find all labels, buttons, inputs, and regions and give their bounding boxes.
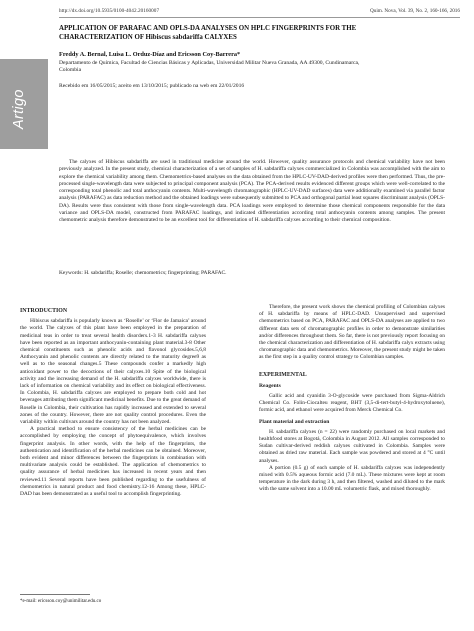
right-column [259, 304, 445, 494]
corresponding-email-footnote[interactable]: *e-mail: ericsson.coy@unimilitar.edu.co [20, 599, 102, 604]
affiliation-line-1: Departamento de Química, Facultad de Ciencias Básicas y Aplicadas, Universidad Militar Nueva Granada, AA 49300, Cundinamarca, [59, 60, 360, 66]
affiliation [59, 60, 449, 75]
affiliation-line-2: Colombia [59, 67, 82, 74]
left-column [20, 304, 206, 498]
article-type-label: Artigo [11, 89, 27, 129]
article-title-line-2: CHARACTERIZATION OF Hibiscus sabdariffa CALYXES [59, 34, 237, 41]
author-list: Freddy A. Bernal, Luisa L. Orduz-Díaz and Ericsson Coy-Barrera* [59, 51, 241, 58]
abstract [59, 159, 445, 224]
header-divider [59, 17, 460, 18]
journal-citation: Quim. Nova, Vol. 39, No. 2, 160-166, 2016 [369, 8, 460, 14]
abstract-text: The calyxes of Hibiscus sabdariffa are used in traditional medicine around the world. However, quality assurance protocols and chemical variability have not been previously analyzed. In the present study, chemical characterization of a set of samples of H. sabdariffa calyxes commercialized in Colombia was accomplished with the aim to explore the chemical variability among them. Chemometrics-based analyses on the data obtained from the HPLC-UV-DAD-derived profiles were then performed. Thus, the pre-processed single-wavelength data were subjected to principal component analysis (PCA). The PCA-derived results evidenced different groups which were well-correlated to the corresponding total phenolic and total anthocyanin contents. Multi-wavelength chromatographic (HPLC-UV-DAD surfaces) data were additionally examined via parallel factor analysis (PARAFAC) as data reduction method and the obtained loadings were subsequently submitted to PCA and orthogonal partial least squares discriminant analysis (OPLS-DA). Results were thus consistent with those from single-wavelength data. PCA loadings were employed to determine those chemical components responsible for the data variance and OPLS-DA model, constructed from PARAFAC loadings, and indicated differentiation according total anthocyanin contents among samples. The present chemometric analysis therefore demonstrated to be an excellent tool for differentiation of H. sabdariffa calyxes according to their chemical composition. [59, 159, 445, 223]
received-dates: Recebido em 16/05/2015; aceito em 13/10/2015; publicado na web em 22/01/2016 [59, 83, 245, 89]
keywords-text: H. sabdariffa; Roselle; chemometrics; fingerprinting; PARAFAC. [84, 270, 227, 276]
keywords-label: Keywords: [59, 270, 83, 276]
plant-material-paragraph-2: A portion (0.5 g) of each sample of H. sabdariffa calyxes was independently mixed with 0.5% aqueous formic acid (7.0 mL). These mixtures were kept at room temperature in the dark during 3 h, and then filtered, washed and diluted to the mark with the same solvent into a 10.00 mL volumetric flask, and mixed thoroughly. [259, 464, 445, 493]
keywords [59, 270, 227, 276]
introduction-heading: INTRODUCTION [20, 308, 68, 314]
introduction-paragraph-2: A practical method to ensure consistency of the herbal medicines can be accomplished by employing the concept of phytoequivalence, which involves fingerprint analysis. In other words, with the help of the fingerprints, the authentication and identification of the herbal medicines can be obtained. Moreover, both evident and minor differences between the fingerprints in combination with multivariate analysis could be established. The application of chemometrics to quality assurance of herbal medicines has increased in recent years and then reviewed.11 Several reports have been published regarding to the usefulness of chemometrics in natural product and food chemistry.12-16 Among these, HPLC-DAD has been demonstrated as a useful tool to accomplish fingerprinting. [20, 426, 206, 498]
reagents-paragraph: Gallic acid and cyanidin 3-O-glycoside were purchased from Sigma-Aldrich Chemical Co. Folin-Ciocalteu reagent, BHT (3,5-di-tert-butyl-4-hydroxytoluene), formic acid, and ethanol were acquired from Merck Chemical Co. [259, 393, 445, 414]
experimental-heading: EXPERIMENTAL [259, 371, 307, 378]
plant-material-heading: Plant material and extraction [259, 418, 330, 425]
reagents-heading: Reagents [259, 382, 281, 389]
footnote-divider [20, 594, 90, 595]
article-title-line-1: APPLICATION OF PARAFAC AND OPLS-DA ANALYSES ON HPLC FINGERPRINTS FOR THE [59, 25, 357, 32]
introduction-paragraph-1: Hibiscus sabdariffa is popularly known as ‘Roselle’ or ‘Flor de Jamaica’ around the world. The calyxes of this plant have been employed in the preparation of medicinal teas in order to treat several health disorders.1-3 H. sabdariffa calyxes have been reported as an important anthocyanin-containing plant material.3-8 Other chemical constituents such as phenolic acids and flavonol glycosides.5,6,8 Anthocyanin and phenolic contents are directly related to the maturity degree9 as well as to the seasonal changes.5 These compounds confer a markedly high antioxidant power to the decoctions of their calyxes.10 Spite of the biological activity and the increasing demand of the H. sabdariffa calyxes worldwide, there is lack of information on chemical variability and its effect on biological effectiveness. In Colombia, H. sabdariffa calyxes are employed to prepare both cold and hot beverages attributing them significant medicinal benefits. Due to the great demand of Roselle in Colombia, their cultivation has rapidly increased and extended to several zones of the country. However, there are not quality control procedures. Even the variability within cultivars around the country has not been analyzed. [20, 318, 206, 426]
introduction-paragraph-3: Therefore, the present work shows the chemical profiling of Colombian calyxes of H. sabdariffa by means of HPLC-DAD. Unsupervised and supervised chemometrics based on PCA, PARAFAC and OPLS-DA analyses are applied to two different data sets of chromatographic profiles in order to demonstrate similarities and/or differences throughout them. So far, there is not previously report focusing on the chemical characterization and differentiation of H. sabdariffa calyx extracts using chromatographic data and chemometrics. Moreover, the present study might be taken as the first step in a quality control strategy to Colombian samples. [259, 304, 445, 361]
plant-material-paragraph-1: H. sabdariffa calyxes (n = 22) were randomly purchased on local markets and healthfood stores at Bogotá, Colombia in August 2012. All samples corresponded to Sudan cultivar-derived reddish calyxes cultivated in Colombia. Samples were obtained as dried raw material. Each sample was powdered and stored at 4 °C until analyses. [259, 428, 445, 464]
article-type-tab [0, 59, 48, 149]
article-title [59, 24, 439, 42]
doi-link[interactable]: http://dx.doi.org/10.5935/0100-4042.20160007 [59, 8, 160, 14]
